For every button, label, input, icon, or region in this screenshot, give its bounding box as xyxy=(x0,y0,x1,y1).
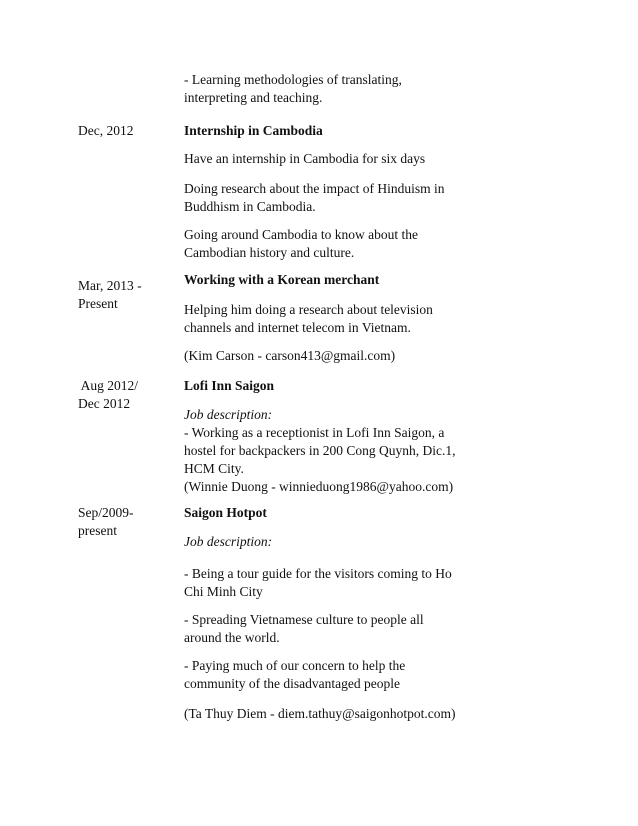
text-line: hostel for backpackers in 200 Cong Quynh, Dic.1, xyxy=(184,443,456,458)
text-line: community of the disadvantaged people xyxy=(184,676,400,691)
entry-contact xyxy=(184,347,624,365)
entry-title: Saigon Hotpot xyxy=(184,505,267,520)
entry-paragraph xyxy=(184,657,624,693)
text-line: - Being a tour guide for the visitors coming to Ho xyxy=(184,566,452,581)
continuation-text xyxy=(184,71,624,107)
entry-date xyxy=(78,377,174,413)
text-line: (Kim Carson - carson413@gmail.com) xyxy=(184,348,396,363)
text-line: Doing research about the impact of Hinduism in xyxy=(184,181,445,196)
date-line: Sep/2009- xyxy=(78,505,134,520)
entry-title: Working with a Korean merchant xyxy=(184,272,380,287)
entry-paragraph xyxy=(184,301,624,337)
text-line: channels and internet telecom in Vietnam. xyxy=(184,320,411,335)
text-line: Going around Cambodia to know about the xyxy=(184,227,418,242)
entry-paragraph xyxy=(184,226,624,262)
entry-paragraph xyxy=(184,611,624,647)
entry-date xyxy=(78,277,174,313)
text-line: (Ta Thuy Diem - diem.tathuy@saigonhotpot.com) xyxy=(184,706,456,721)
date-line: present xyxy=(78,523,117,538)
text-line: Helping him doing a research about television xyxy=(184,302,433,317)
text-line: Have an internship in Cambodia for six days xyxy=(184,151,426,166)
text-line: Buddhism in Cambodia. xyxy=(184,199,316,214)
job-description-label: Job description: xyxy=(184,407,273,422)
text-line: interpreting and teaching. xyxy=(184,90,323,105)
text-line: around the world. xyxy=(184,630,280,645)
entry-title: Internship in Cambodia xyxy=(184,123,323,138)
text-line: - Learning methodologies of translating, xyxy=(184,72,402,87)
entry-contact xyxy=(184,705,624,723)
job-description-label: Job description: xyxy=(184,534,273,549)
entry-date xyxy=(78,504,174,540)
entry-title: Lofi Inn Saigon xyxy=(184,378,275,393)
entry-contact: (Winnie Duong - winnieduong1986@yahoo.com) xyxy=(184,479,454,494)
entry-paragraph xyxy=(184,150,624,168)
text-line: - Spreading Vietnamese culture to people all xyxy=(184,612,424,627)
date-line: Mar, 2013 - xyxy=(78,278,142,293)
entry-paragraph xyxy=(184,424,624,496)
entry-paragraph xyxy=(184,565,624,601)
text-line: - Working as a receptionist in Lofi Inn Saigon, a xyxy=(184,425,445,440)
date-line: Dec 2012 xyxy=(78,396,131,411)
entry-date xyxy=(78,122,174,140)
text-line: Chi Minh City xyxy=(184,584,263,599)
text-line: - Paying much of our concern to help the xyxy=(184,658,406,673)
date-line: Aug 2012/ xyxy=(78,378,139,393)
text-line: HCM City. xyxy=(184,461,244,476)
date-line: Present xyxy=(78,296,118,311)
entry-paragraph xyxy=(184,180,624,216)
text-line: Cambodian history and culture. xyxy=(184,245,355,260)
date-line: Dec, 2012 xyxy=(78,123,134,138)
